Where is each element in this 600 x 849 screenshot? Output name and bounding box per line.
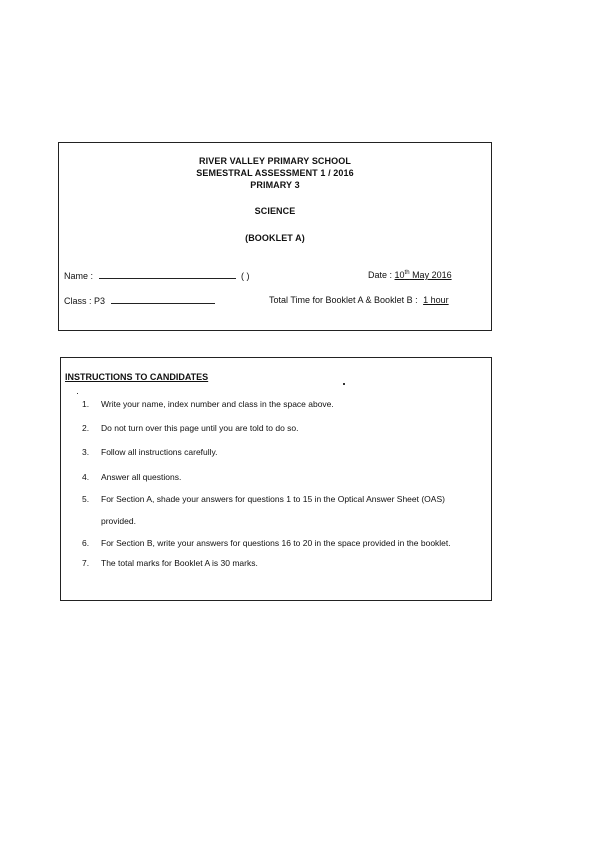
name-label: Name : bbox=[64, 271, 94, 281]
time-label: Total Time for Booklet A & Booklet B : bbox=[269, 295, 418, 305]
instruction-item bbox=[82, 423, 299, 433]
class-label: Class : P3 bbox=[64, 296, 106, 306]
instruction-number: 5. bbox=[82, 494, 90, 504]
instruction-item bbox=[82, 447, 218, 457]
date-day: 10 bbox=[394, 270, 405, 280]
stray-mark bbox=[343, 383, 345, 385]
assessment-title: SEMESTRAL ASSESSMENT 1 / 2016 bbox=[196, 168, 354, 178]
instruction-item bbox=[82, 399, 334, 409]
time-field bbox=[269, 295, 449, 305]
instruction-text: For Section B, write your answers for questions 16 to 20 in the space provided in the booklet. bbox=[101, 538, 451, 548]
instruction-item bbox=[82, 538, 451, 548]
date-rest: May 2016 bbox=[409, 270, 452, 280]
instruction-text: Follow all instructions carefully. bbox=[101, 447, 218, 457]
instruction-number: 4. bbox=[82, 472, 90, 482]
instruction-text: Write your name, index number and class in the space above. bbox=[101, 399, 334, 409]
date-field bbox=[368, 270, 452, 280]
level-title: PRIMARY 3 bbox=[250, 180, 300, 190]
instruction-text: For Section A, shade your answers for questions 1 to 15 in the Optical Answer Sheet (OAS) bbox=[101, 494, 445, 504]
instruction-text: The total marks for Booklet A is 30 marks. bbox=[101, 558, 258, 568]
instructions-box bbox=[60, 357, 492, 601]
instruction-continuation: provided. bbox=[101, 516, 136, 526]
instruction-number: 3. bbox=[82, 447, 90, 457]
stray-mark bbox=[77, 393, 78, 394]
time-value: 1 hour bbox=[423, 295, 449, 305]
instruction-item bbox=[82, 558, 258, 568]
booklet-title: (BOOKLET A) bbox=[245, 233, 305, 243]
name-field bbox=[64, 270, 250, 281]
instruction-item bbox=[82, 472, 181, 482]
instruction-text: Answer all questions. bbox=[101, 472, 182, 482]
class-field bbox=[64, 295, 215, 306]
subject-title: SCIENCE bbox=[254, 206, 296, 216]
instruction-number: 1. bbox=[82, 399, 90, 409]
school-name: RIVER VALLEY PRIMARY SCHOOL bbox=[199, 156, 351, 166]
header-box bbox=[58, 142, 492, 331]
instruction-item bbox=[82, 494, 445, 504]
instruction-number: 2. bbox=[82, 423, 90, 433]
instructions-title: INSTRUCTIONS TO CANDIDATES bbox=[65, 372, 209, 382]
instruction-number: 6. bbox=[82, 538, 90, 548]
instruction-number: 7. bbox=[82, 558, 90, 568]
date-label: Date : bbox=[368, 270, 393, 280]
name-blank[interactable] bbox=[99, 270, 236, 279]
instruction-text: Do not turn over this page until you are told to do so. bbox=[101, 423, 299, 433]
date-value bbox=[395, 270, 452, 280]
date-suffix: th bbox=[404, 270, 410, 276]
index-paren: ( ) bbox=[241, 271, 250, 281]
class-blank[interactable] bbox=[111, 295, 215, 304]
